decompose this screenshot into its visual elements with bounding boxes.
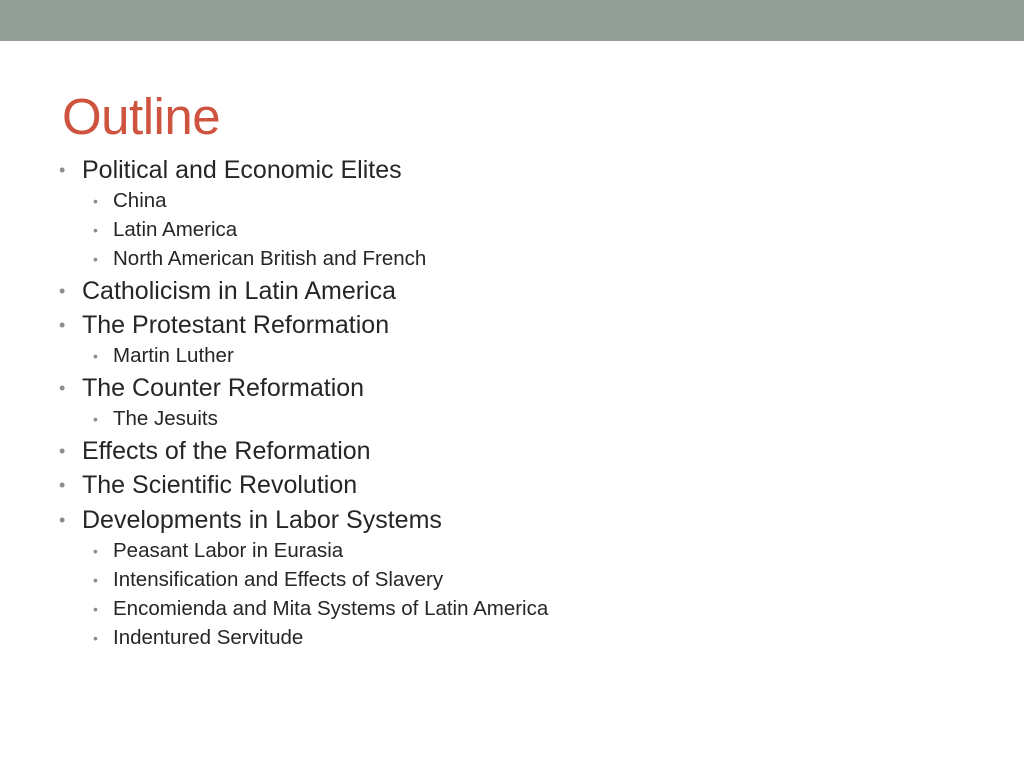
outline-subitem-text: Martin Luther	[113, 344, 234, 367]
outline-item	[59, 155, 402, 185]
outline-item-text: Political and Economic Elites	[82, 156, 402, 184]
outline-item	[59, 373, 365, 403]
slide-title: Outline	[62, 88, 221, 145]
outline-item-text: The Protestant Reformation	[82, 311, 390, 339]
outline-item	[59, 505, 442, 535]
bullet-icon: •	[93, 251, 98, 267]
outline-item	[59, 436, 371, 466]
bullet-icon: •	[59, 475, 66, 495]
bullet-icon: •	[93, 543, 98, 559]
bullet-icon: •	[93, 348, 98, 364]
outline-subitem-text: North American British and French	[113, 247, 427, 270]
outline-subitem	[93, 217, 238, 243]
outline-item-text: Developments in Labor Systems	[82, 506, 442, 534]
bullet-icon: •	[59, 281, 66, 301]
outline-subitem-text: Latin America	[113, 218, 238, 241]
bullet-icon: •	[59, 378, 66, 398]
outline-subitem	[93, 188, 167, 214]
outline-item	[59, 310, 390, 340]
outline-subitem-text: Indentured Servitude	[113, 626, 304, 649]
bullet-icon: •	[59, 315, 66, 335]
outline-item-text: Catholicism in Latin America	[82, 277, 397, 305]
outline-subitem	[93, 567, 444, 593]
bullet-icon: •	[93, 572, 98, 588]
outline-subitem	[93, 625, 304, 651]
outline-subitem-text: The Jesuits	[113, 407, 218, 430]
outline-subitem-text: Intensification and Effects of Slavery	[113, 568, 444, 591]
bullet-icon: •	[93, 411, 98, 427]
outline-subitem	[93, 246, 427, 272]
outline-item-text: The Scientific Revolution	[82, 471, 358, 499]
outline-item-text: Effects of the Reformation	[82, 437, 371, 465]
outline-subitem	[93, 343, 234, 369]
bullet-icon: •	[59, 441, 66, 461]
outline-subitem	[93, 596, 549, 622]
bullet-icon: •	[93, 601, 98, 617]
outline-subitem	[93, 538, 344, 564]
outline-item	[59, 276, 397, 306]
bullet-icon: •	[93, 193, 98, 209]
outline-item	[59, 470, 358, 500]
outline-item-text: The Counter Reformation	[82, 374, 365, 402]
bullet-icon: •	[93, 222, 98, 238]
bullet-icon: •	[93, 630, 98, 646]
bullet-icon: •	[59, 160, 66, 180]
outline-subitem-text: Peasant Labor in Eurasia	[113, 539, 344, 562]
bullet-icon: •	[59, 510, 66, 530]
outline-subitem-text: Encomienda and Mita Systems of Latin America	[113, 597, 549, 620]
outline-subitem	[93, 406, 218, 432]
outline-subitem-text: China	[113, 189, 167, 212]
